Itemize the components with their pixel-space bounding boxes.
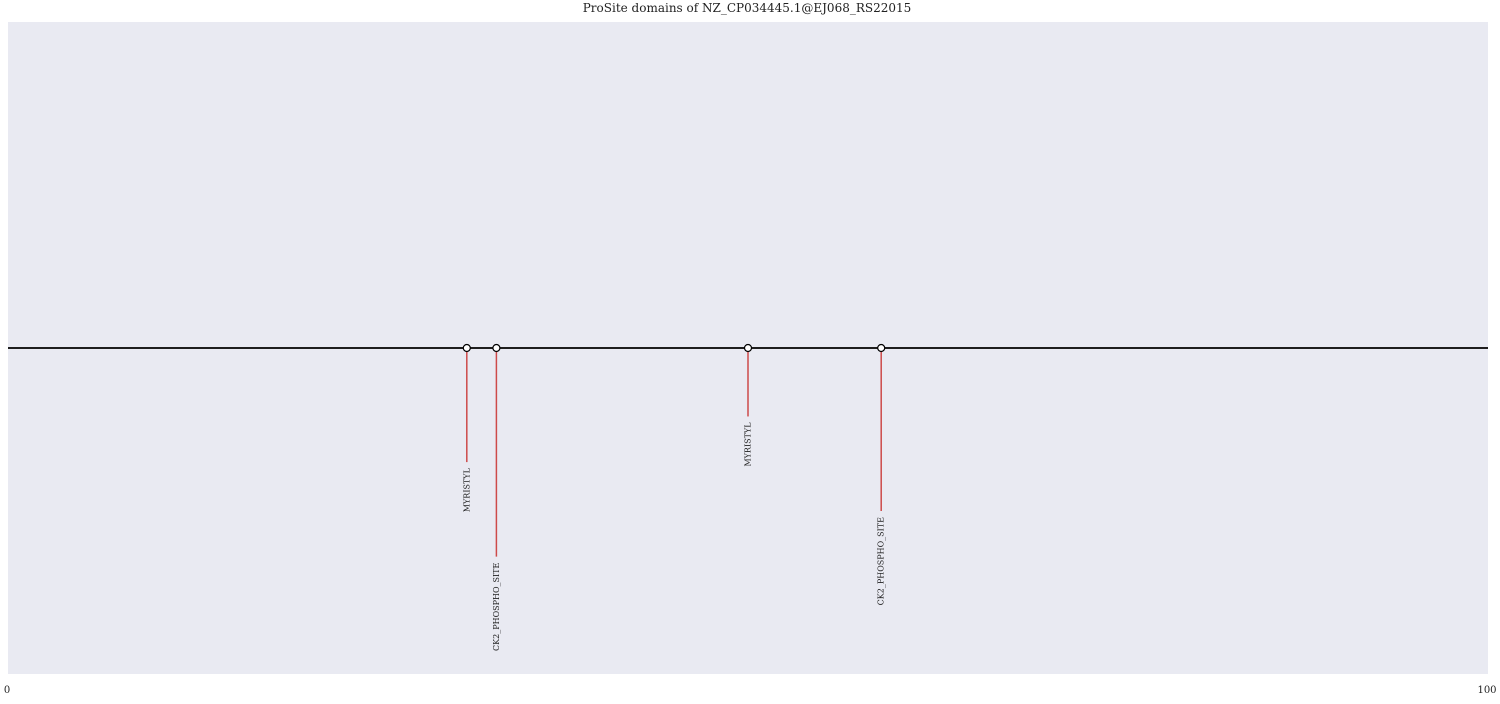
x-tick-label-min: 0 (3, 685, 11, 696)
site-marker (878, 345, 885, 352)
site-marker (493, 345, 500, 352)
site-marker (745, 345, 752, 352)
x-tick-label-max: 100 (1477, 685, 1497, 696)
site-label: CK2_PHOSPHO_SITE (491, 562, 501, 651)
site-label: MYRISTYL (462, 468, 472, 513)
site-label: MYRISTYL (743, 422, 753, 467)
site-marker (463, 345, 470, 352)
site-label: CK2_PHOSPHO_SITE (876, 517, 886, 606)
chart-title: ProSite domains of NZ_CP034445.1@EJ068_RS22015 (582, 1, 912, 15)
